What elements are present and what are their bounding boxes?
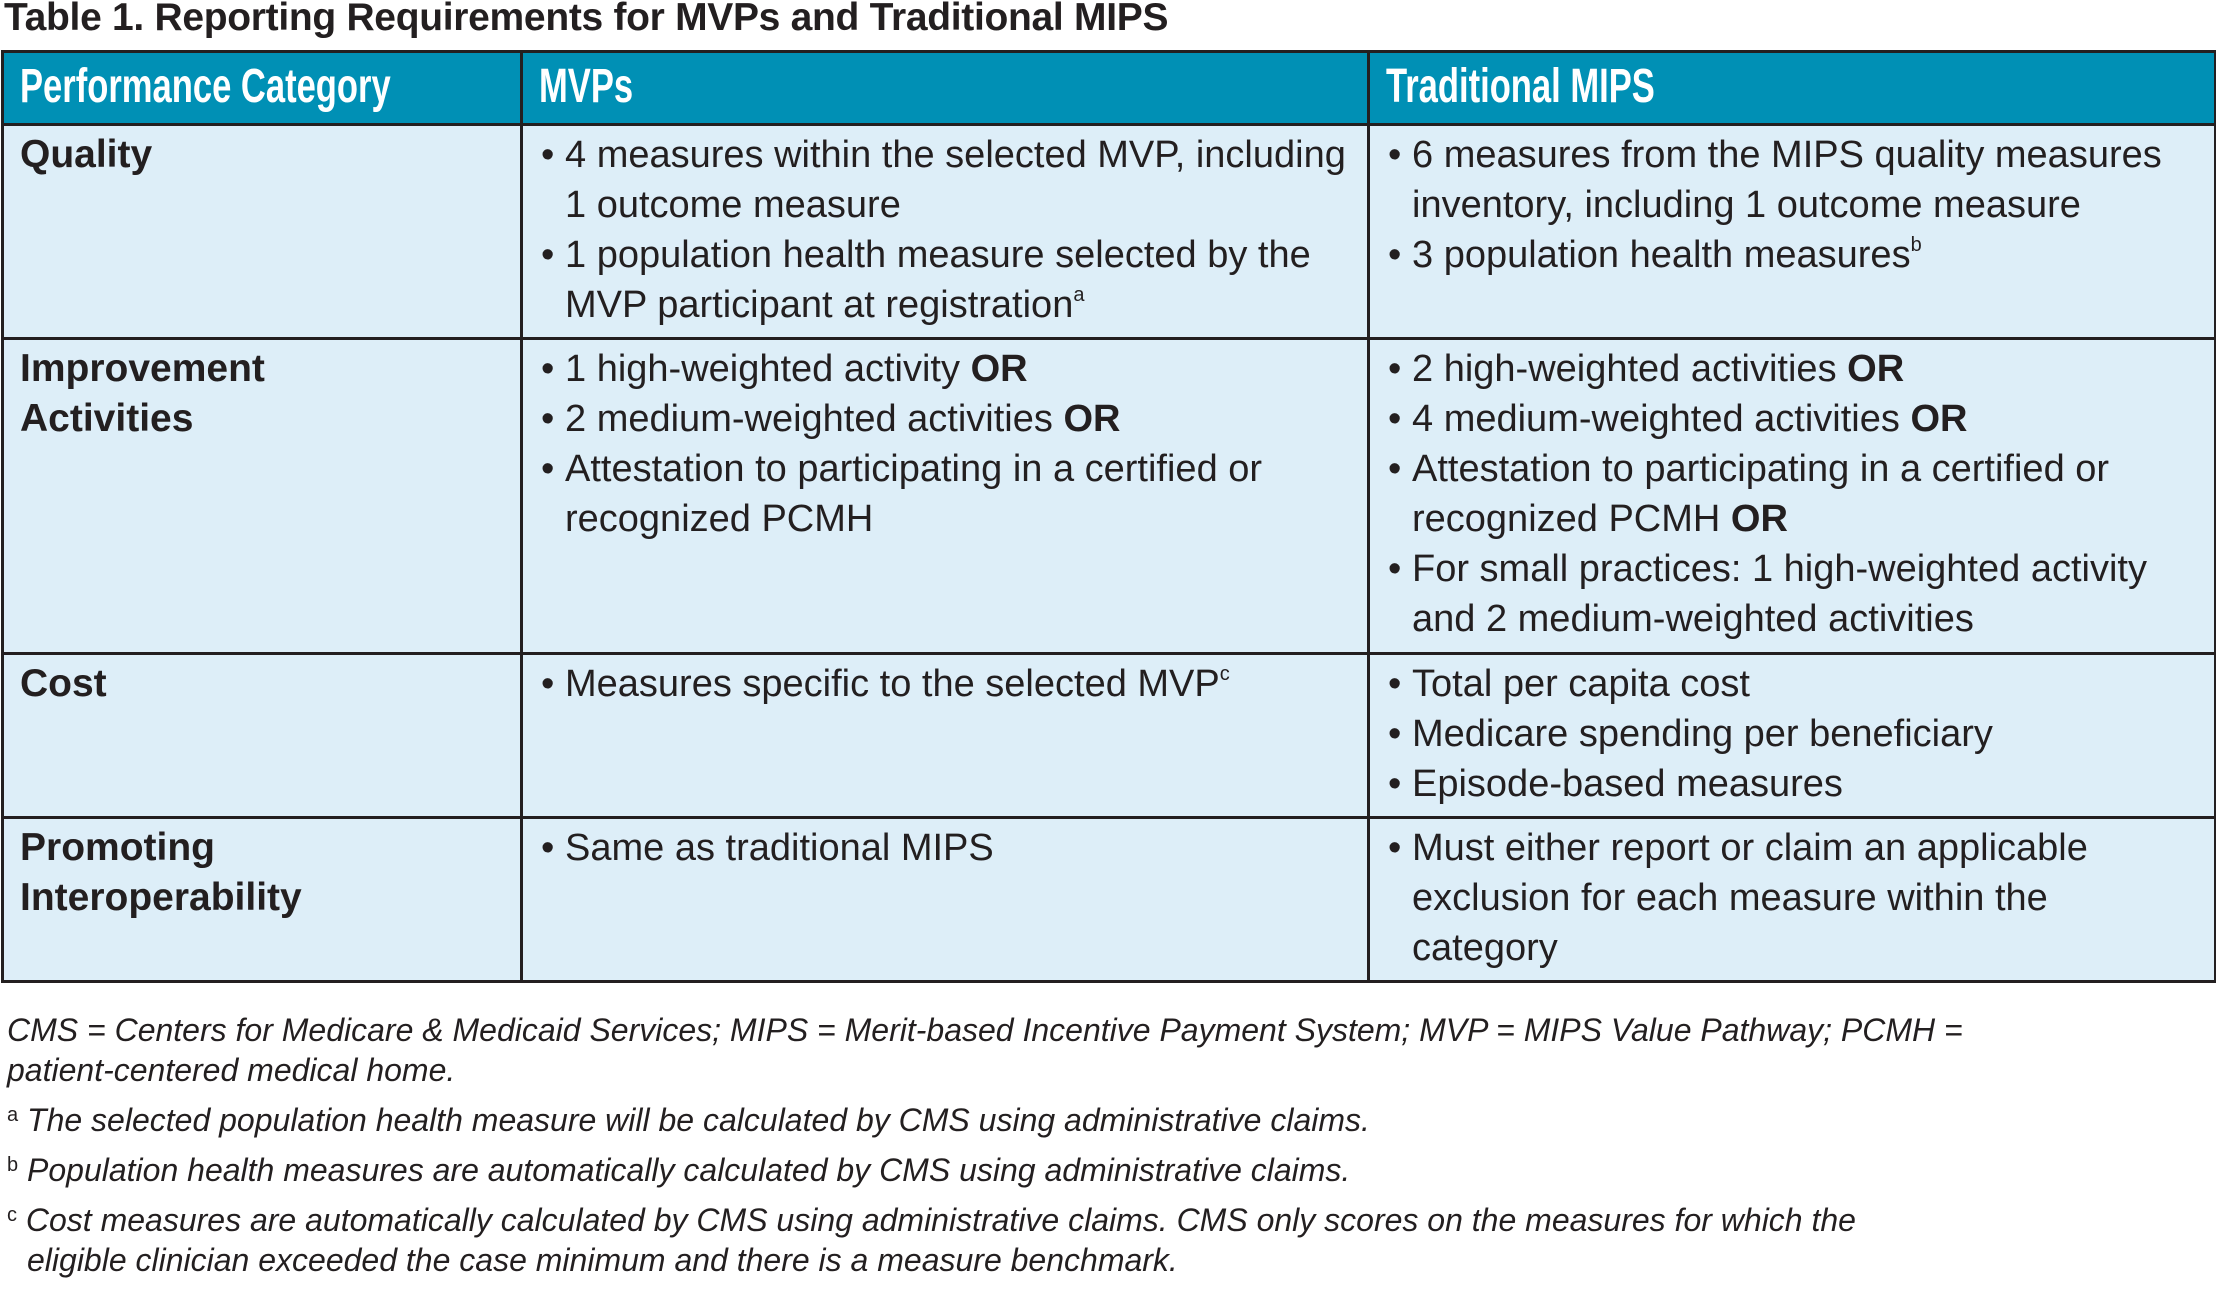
- category-cell: [3, 818, 522, 982]
- traditional-mips-cell: [1369, 654, 2216, 818]
- list-item: [1386, 444, 2198, 544]
- footnote-text: Population health measures are automatically calculated by CMS using administrative claims.: [27, 1152, 1351, 1188]
- abbreviations-note: CMS = Centers for Medicare & Medicaid Services; MIPS = Merit-based Incentive Payment System; MVP = MIPS Value Pathway; PCMH = patient-centered medical home.: [7, 1012, 1963, 1088]
- footnote: [7, 1150, 1887, 1190]
- footnote: [7, 1100, 1887, 1140]
- or-label: OR: [1910, 398, 1968, 440]
- footnote-mark: c: [1219, 663, 1230, 685]
- footnote-mark: b: [1910, 234, 1922, 256]
- item-text: Same as traditional MIPS: [565, 827, 994, 869]
- list-item: [1386, 230, 2198, 280]
- list-item: [539, 230, 1351, 330]
- mvps-cell: [522, 818, 1369, 982]
- category-label: Improvement Activities: [20, 347, 265, 440]
- list-item: [539, 823, 1351, 873]
- header-label: Performance Category: [20, 60, 391, 113]
- traditional-mips-cell: [1369, 818, 2216, 982]
- footnote-text: Cost measures are automatically calculated by CMS using administrative claims. CMS only scores on the measures for which the eligible clinician exceeded the case minimum and there is a measure benchmark.: [25, 1202, 1856, 1278]
- requirement-list: [1370, 819, 2214, 979]
- header-performance-category: [3, 52, 522, 125]
- or-label: OR: [1063, 398, 1121, 440]
- or-label: OR: [1847, 348, 1905, 390]
- requirements-table: [1, 50, 2216, 983]
- category-label: Promoting Interoperability: [20, 826, 302, 919]
- header-label: MVPs: [539, 60, 634, 113]
- list-item: [539, 130, 1351, 230]
- header-traditional-mips: [1369, 52, 2216, 125]
- list-item: [1386, 759, 2198, 809]
- item-text: Total per capita cost: [1412, 663, 1750, 705]
- category-cell: [3, 125, 522, 339]
- category-label: Quality: [20, 133, 153, 176]
- list-item: [1386, 709, 2198, 759]
- list-item: [539, 659, 1351, 709]
- mvps-cell: [522, 339, 1369, 654]
- footnote-mark: b: [7, 1154, 19, 1176]
- list-item: [1386, 344, 2198, 394]
- item-text: 1 population health measure selected by the MVP participant at registration: [565, 234, 1311, 326]
- requirement-list: [1370, 655, 2214, 815]
- requirement-list: [523, 655, 1367, 715]
- item-text: 4 measures within the selected MVP, including 1 outcome measure: [565, 134, 1346, 226]
- table-notes: [7, 1010, 2037, 1290]
- table-row: [3, 818, 2216, 982]
- header-mvps: [522, 52, 1369, 125]
- item-text: Attestation to participating in a certified or recognized PCMH: [565, 448, 1263, 540]
- table-row: [3, 339, 2216, 654]
- traditional-mips-cell: [1369, 125, 2216, 339]
- mvps-cell: [522, 654, 1369, 818]
- item-text: For small practices: 1 high-weighted activity and 2 medium-weighted activities: [1412, 548, 2147, 640]
- footnote: [7, 1200, 1887, 1280]
- traditional-mips-cell: [1369, 339, 2216, 654]
- requirement-list: [1370, 340, 2214, 650]
- list-item: [1386, 394, 2198, 444]
- requirement-list: [523, 819, 1367, 879]
- category-cell: [3, 339, 522, 654]
- item-text: 6 measures from the MIPS quality measures inventory, including 1 outcome measure: [1412, 134, 2162, 226]
- list-item: [1386, 544, 2198, 644]
- item-text: 2 high-weighted activities: [1412, 348, 1837, 390]
- header-label: Traditional MIPS: [1386, 60, 1655, 113]
- item-text: Attestation to participating in a certified or recognized PCMH: [1412, 448, 2110, 540]
- item-text: Measures specific to the selected MVP: [565, 663, 1220, 705]
- requirement-list: [523, 126, 1367, 336]
- list-item: [539, 394, 1351, 444]
- list-item: [539, 444, 1351, 544]
- list-item: [1386, 823, 2198, 973]
- table-row: [3, 125, 2216, 339]
- item-text: 3 population health measures: [1412, 234, 1911, 276]
- list-item: [1386, 659, 2198, 709]
- footnote-mark: a: [1073, 284, 1085, 306]
- table-row: [3, 654, 2216, 818]
- item-text: Medicare spending per beneficiary: [1412, 713, 1993, 755]
- list-item: [1386, 130, 2198, 230]
- header-row: [3, 52, 2216, 125]
- footnote-mark: c: [7, 1204, 17, 1226]
- footnote-text: The selected population health measure will be calculated by CMS using administrative claims.: [27, 1102, 1370, 1138]
- category-label: Cost: [20, 662, 107, 705]
- mvps-cell: [522, 125, 1369, 339]
- category-cell: [3, 654, 522, 818]
- requirement-list: [1370, 126, 2214, 286]
- item-text: 4 medium-weighted activities: [1412, 398, 1900, 440]
- requirement-list: [523, 340, 1367, 550]
- item-text: 2 medium-weighted activities: [565, 398, 1053, 440]
- or-label: OR: [970, 348, 1028, 390]
- table-title: Table 1. Reporting Requirements for MVPs and Traditional MIPS: [4, 0, 1169, 39]
- footnote-mark: a: [7, 1104, 19, 1126]
- list-item: [539, 344, 1351, 394]
- item-text: Episode-based measures: [1412, 763, 1843, 805]
- item-text: Must either report or claim an applicable exclusion for each measure within the category: [1412, 827, 2088, 969]
- or-label: OR: [1730, 498, 1788, 540]
- item-text: 1 high-weighted activity: [565, 348, 960, 390]
